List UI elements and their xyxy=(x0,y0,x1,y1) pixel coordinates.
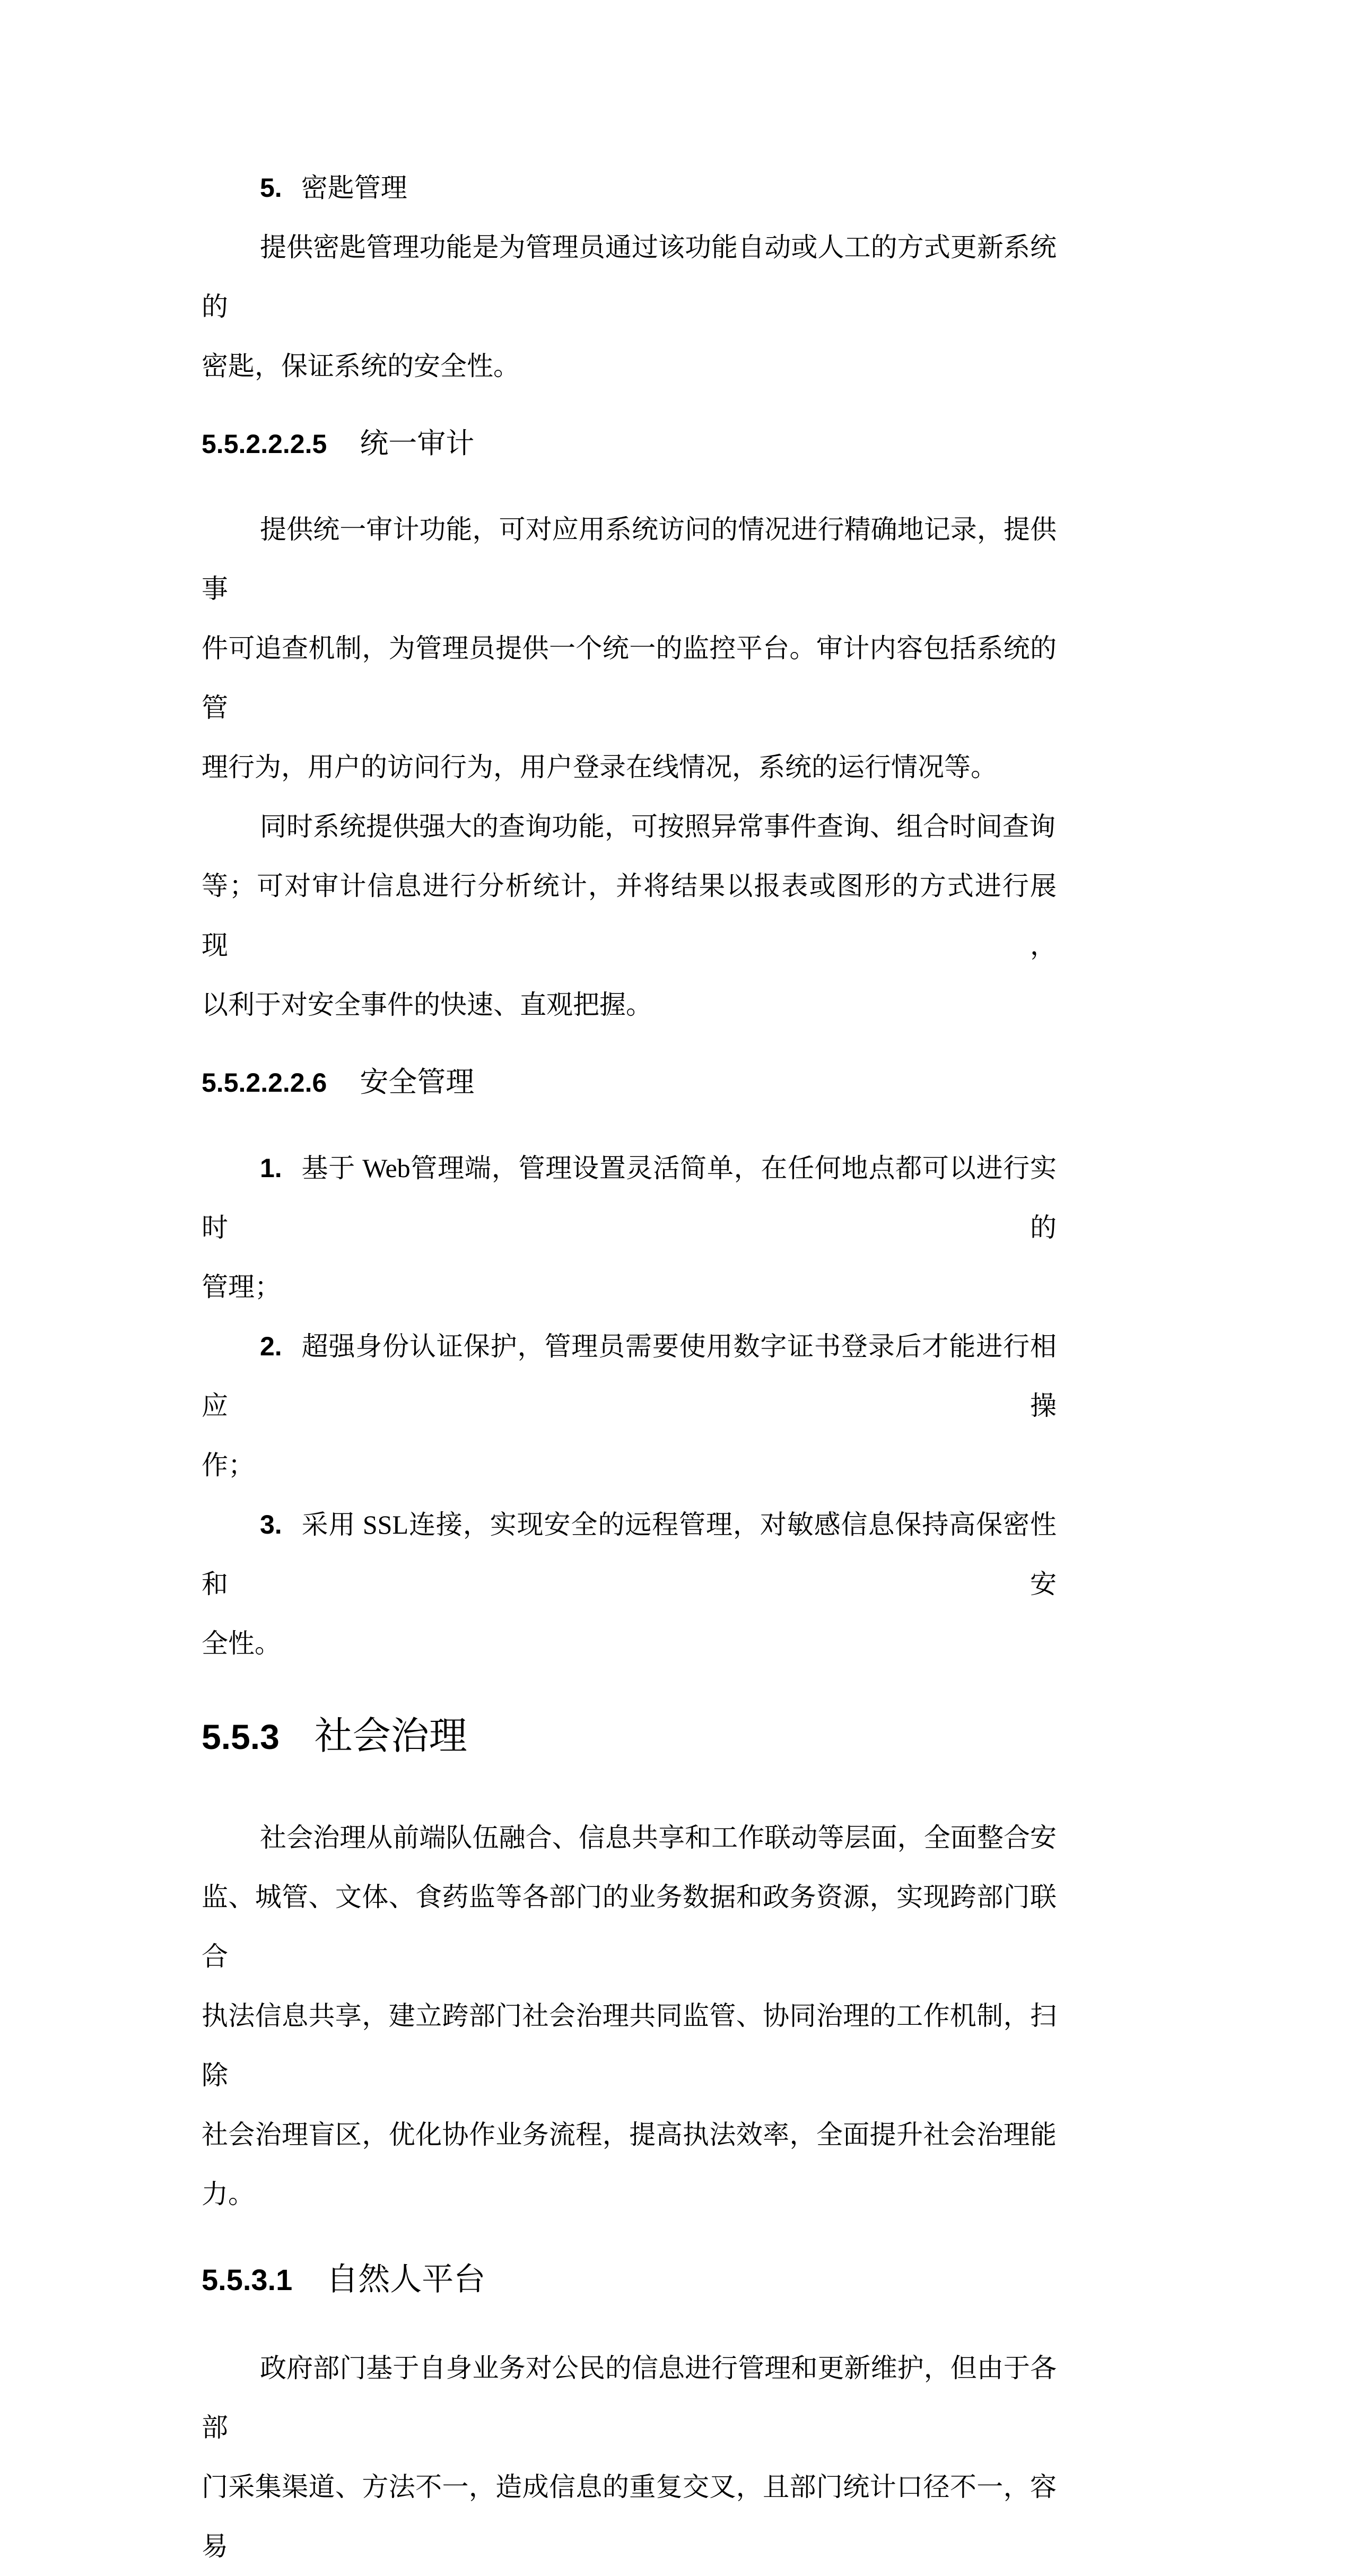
heading-number: 5.5.3.1 xyxy=(202,2263,293,2296)
paragraph-line: 力。 xyxy=(202,2179,255,2209)
list-item-text: 密匙管理 xyxy=(301,173,407,203)
paragraph-line: 政府部门基于自身业务对公民的信息进行管理和更新维护，但由于各部 xyxy=(202,2353,1057,2442)
list-item-text: 基于 Web管理端，管理设置灵活简单，在任何地点都可以进行实时的 xyxy=(202,1153,1057,1242)
paragraph-line: 件可追查机制，为管理员提供一个统一的监控平台。审计内容包括系统的管 xyxy=(202,633,1057,723)
list-item-line xyxy=(202,1317,1057,1435)
list-item-line: 管理； xyxy=(202,1272,281,1302)
heading-number: 5.5.3 xyxy=(202,1717,280,1756)
heading-security-management xyxy=(202,1050,1057,1121)
paragraph-line: 门采集渠道、方法不一，造成信息的重复交叉，且部门统计口径不一，容易 xyxy=(202,2472,1057,2561)
paragraph-line: 以利于对安全事件的快速、直观把握。 xyxy=(202,990,652,1020)
list-item-text: 超强身份认证保护，管理员需要使用数字证书登录后才能进行相应操 xyxy=(202,1331,1057,1421)
heading-title: 统一审计 xyxy=(360,428,475,459)
paragraph-line: 社会治理从前端队伍融合、信息共享和工作联动等层面，全面整合安 xyxy=(260,1823,1057,1852)
list-item-number: 1. xyxy=(260,1153,282,1183)
list-item-line xyxy=(202,1495,1057,1614)
paragraph-line: 社会治理盲区，优化协作业务流程，提高执法效率，全面提升社会治理能 xyxy=(202,2120,1057,2149)
paragraph-line: 执法信息共享，建立跨部门社会治理共同监管、协同治理的工作机制，扫除 xyxy=(202,2001,1057,2090)
list-item-key-management xyxy=(202,158,1057,217)
list-item-text: 采用 SSL连接，实现安全的远程管理，对敏感信息保持高保密性和安 xyxy=(202,1510,1057,1599)
list-item-line: 全性。 xyxy=(202,1629,281,1658)
heading-title: 自然人平台 xyxy=(326,2262,486,2297)
paragraph-line: 等；可对审计信息进行分析统计，并将结果以报表或图形的方式进行展现， xyxy=(202,871,1057,960)
heading-social-governance xyxy=(202,1696,1057,1787)
paragraph-line: 监、城管、文体、食药监等各部门的业务数据和政务资源，实现跨部门联合 xyxy=(202,1882,1057,1971)
list-item-line xyxy=(202,1138,1057,1257)
heading-natural-person-platform xyxy=(202,2245,1057,2322)
list-item-line: 作； xyxy=(202,1450,255,1480)
list-item-number: 2. xyxy=(260,1331,282,1361)
document-content xyxy=(202,0,1057,2576)
heading-unified-audit xyxy=(202,412,1057,483)
list-item-number: 5. xyxy=(260,173,282,203)
heading-title: 安全管理 xyxy=(360,1066,475,1098)
list-item-number: 3. xyxy=(260,1510,282,1539)
paragraph-line: 理行为，用户的访问行为，用户登录在线情况，系统的运行情况等。 xyxy=(202,752,997,782)
paragraph-line: 同时系统提供强大的查询功能，可按照异常事件查询、组合时间查询 xyxy=(260,812,1056,841)
heading-number: 5.5.2.2.2.6 xyxy=(202,1068,327,1098)
heading-title: 社会治理 xyxy=(314,1715,467,1757)
paragraph-line: 提供密匙管理功能是为管理员通过该功能自动或人工的方式更新系统的 xyxy=(202,232,1057,321)
paragraph-line: 密匙，保证系统的安全性。 xyxy=(202,351,520,381)
paragraph-line: 提供统一审计功能，可对应用系统访问的情况进行精确地记录，提供事 xyxy=(202,515,1057,604)
heading-number: 5.5.2.2.2.5 xyxy=(202,429,327,459)
